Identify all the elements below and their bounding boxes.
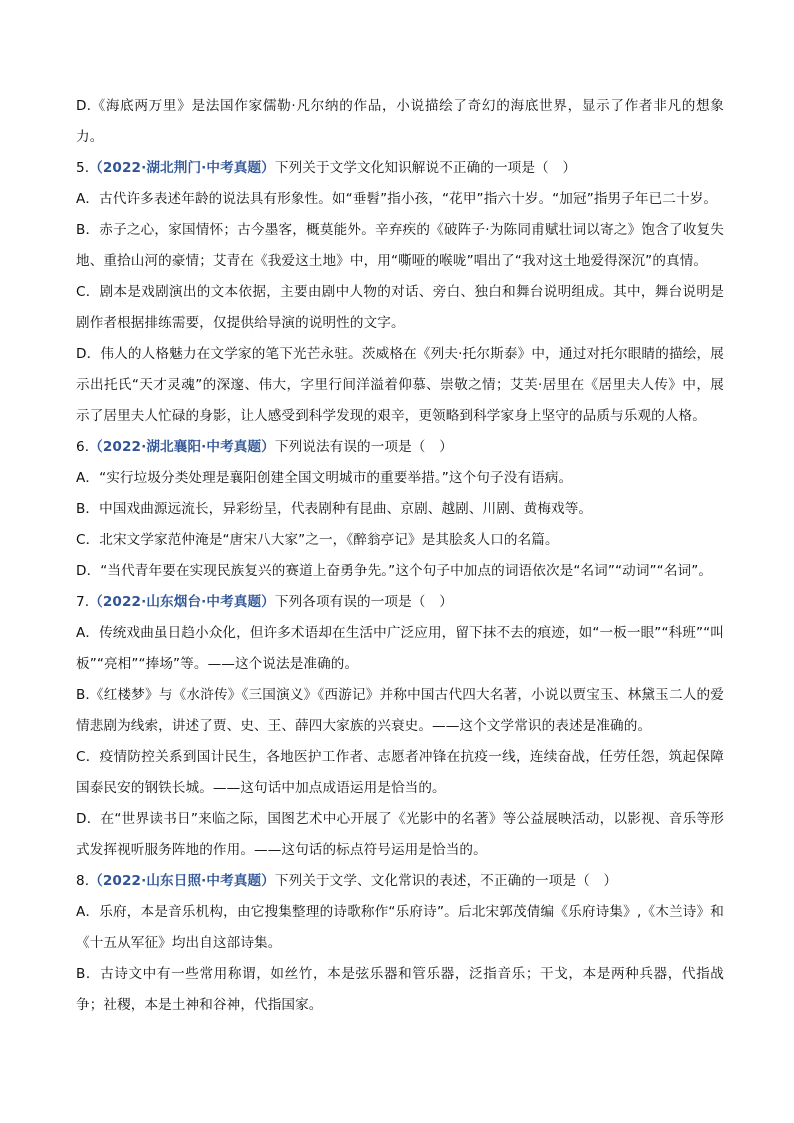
question-8 xyxy=(76,866,724,1021)
question-5-number: 5. xyxy=(76,160,90,176)
question-7-number: 7. xyxy=(76,594,90,610)
question-5-option-b: B．赤子之心，家国情怀；古今墨客，概莫能外。辛弃疾的《破阵子·为陈同甫赋壮词以寄之》饱含了收复失地、重拾山河的豪情；艾青在《我爱这土地》中，用“嘶哑的喉咙”唱出了“我对这土地爱得深沉”的真情。 xyxy=(76,222,724,269)
question-5-stem: 下列关于文学文化知识解说不正确的一项是（ ） xyxy=(274,160,577,176)
question-6-header xyxy=(76,432,724,463)
question-7-option-c: C．疫情防控关系到国计民生，各地医护工作者、志愿者冲锋在抗疫一线，连续奋战，任劳任怨，筑起保障国泰民安的钢铁长城。——这句话中加点成语运用是恰当的。 xyxy=(76,749,724,796)
question-7-source-tag: （2022·山东烟台·中考真题） xyxy=(89,594,275,610)
question-6-option-b: B．中国戏曲源远流长，异彩纷呈，代表剧种有昆曲、京剧、越剧、川剧、黄梅戏等。 xyxy=(76,501,593,517)
question-7-stem: 下列各项有误的一项是（ ） xyxy=(274,594,453,610)
question-6-number: 6. xyxy=(76,439,90,455)
question-6-source-tag: （2022·湖北襄阳·中考真题） xyxy=(89,439,275,455)
question-5-header xyxy=(76,153,724,184)
question-7-option-a: A．传统戏曲虽日趋小众化，但许多术语却在生活中广泛应用，留下抹不去的痕迹，如“一板一眼”“科班”“叫板”“亮相”“捧场”等。——这个说法是准确的。 xyxy=(76,625,724,672)
question-7-option-d: D．在“世界读书日”来临之际，国图艺术中心开展了《光影中的名著》等公益展映活动，以影视、音乐等形式发挥视听服务阵地的作用。——这句话的标点符号运用是恰当的。 xyxy=(76,811,724,858)
question-8-option-b: B．古诗文中有一些常用称谓，如丝竹，本是弦乐器和管乐器，泛指音乐；干戈，本是两种兵器，代指战争；社稷，本是土神和谷神，代指国家。 xyxy=(76,966,724,1013)
question-5-option-a: A．古代许多表述年龄的说法具有形象性。如“垂髫”指小孩，“花甲”指六十岁。“加冠”指男子年已二十岁。 xyxy=(76,191,718,207)
question-6-option-c: C．北宋文学家范仲淹是“唐宋八大家”之一，《醉翁亭记》是其脍炙人口的名篇。 xyxy=(76,532,559,548)
question-6-option-d: D．“当代青年要在实现民族复兴的赛道上奋勇争先。”这个句子中加点的词语依次是“名词”“动词”“名词”。 xyxy=(76,563,713,579)
question-7-header xyxy=(76,587,724,618)
question-6 xyxy=(76,432,724,587)
question-8-option-a: A．乐府，本是音乐机构，由它搜集整理的诗歌称作“乐府诗”。后北宋郭茂倩编《乐府诗集》,《木兰诗》和《十五从军征》均出自这部诗集。 xyxy=(76,904,724,951)
question-5 xyxy=(76,153,724,432)
question-5-option-d: D．伟人的人格魅力在文学家的笔下光芒永驻。茨威格在《列夫·托尔斯泰》中，通过对托尔眼睛的描绘，展示出托氏“天才灵魂”的深邃、伟大，字里行间洋溢着仰慕、崇敬之情；艾芙·居里在《居里夫人传》中，展示了居里夫人忙碌的身影，让人感受到科学发现的艰辛，更领略到科学家身上坚守的品质与乐观的人格。 xyxy=(76,346,724,424)
question-6-stem: 下列说法有误的一项是（ ） xyxy=(274,439,453,455)
question-8-stem: 下列关于文学、文化常识的表述，不正确的一项是（ ） xyxy=(274,873,618,889)
question-8-header xyxy=(76,866,724,897)
question-7 xyxy=(76,587,724,866)
question-8-source-tag: （2022·山东日照·中考真题） xyxy=(89,873,275,889)
question-6-option-a: A．“实行垃圾分类处理是襄阳创建全国文明城市的重要举措。”这个句子没有语病。 xyxy=(76,470,573,486)
question-5-source-tag: （2022·湖北荆门·中考真题） xyxy=(89,160,275,176)
question-8-number: 8. xyxy=(76,873,90,889)
question-5-option-c: C．剧本是戏剧演出的文本依据，主要由剧中人物的对话、旁白、独白和舞台说明组成。其中，舞台说明是剧作者根据排练需要，仅提供给导演的说明性的文字。 xyxy=(76,284,724,331)
prev-question-option-d: D.《海底两万里》是法国作家儒勒·凡尔纳的作品，小说描绘了奇幻的海底世界，显示了作者非凡的想象力。 xyxy=(76,98,724,145)
document-page xyxy=(76,91,724,1021)
question-7-option-b: B.《红楼梦》与《水浒传》《三国演义》《西游记》并称中国古代四大名著，小说以贾宝玉、林黛玉二人的爱情悲剧为线索，讲述了贾、史、王、薛四大家族的兴衰史。——这个文学常识的表述是准确的。 xyxy=(76,687,724,734)
